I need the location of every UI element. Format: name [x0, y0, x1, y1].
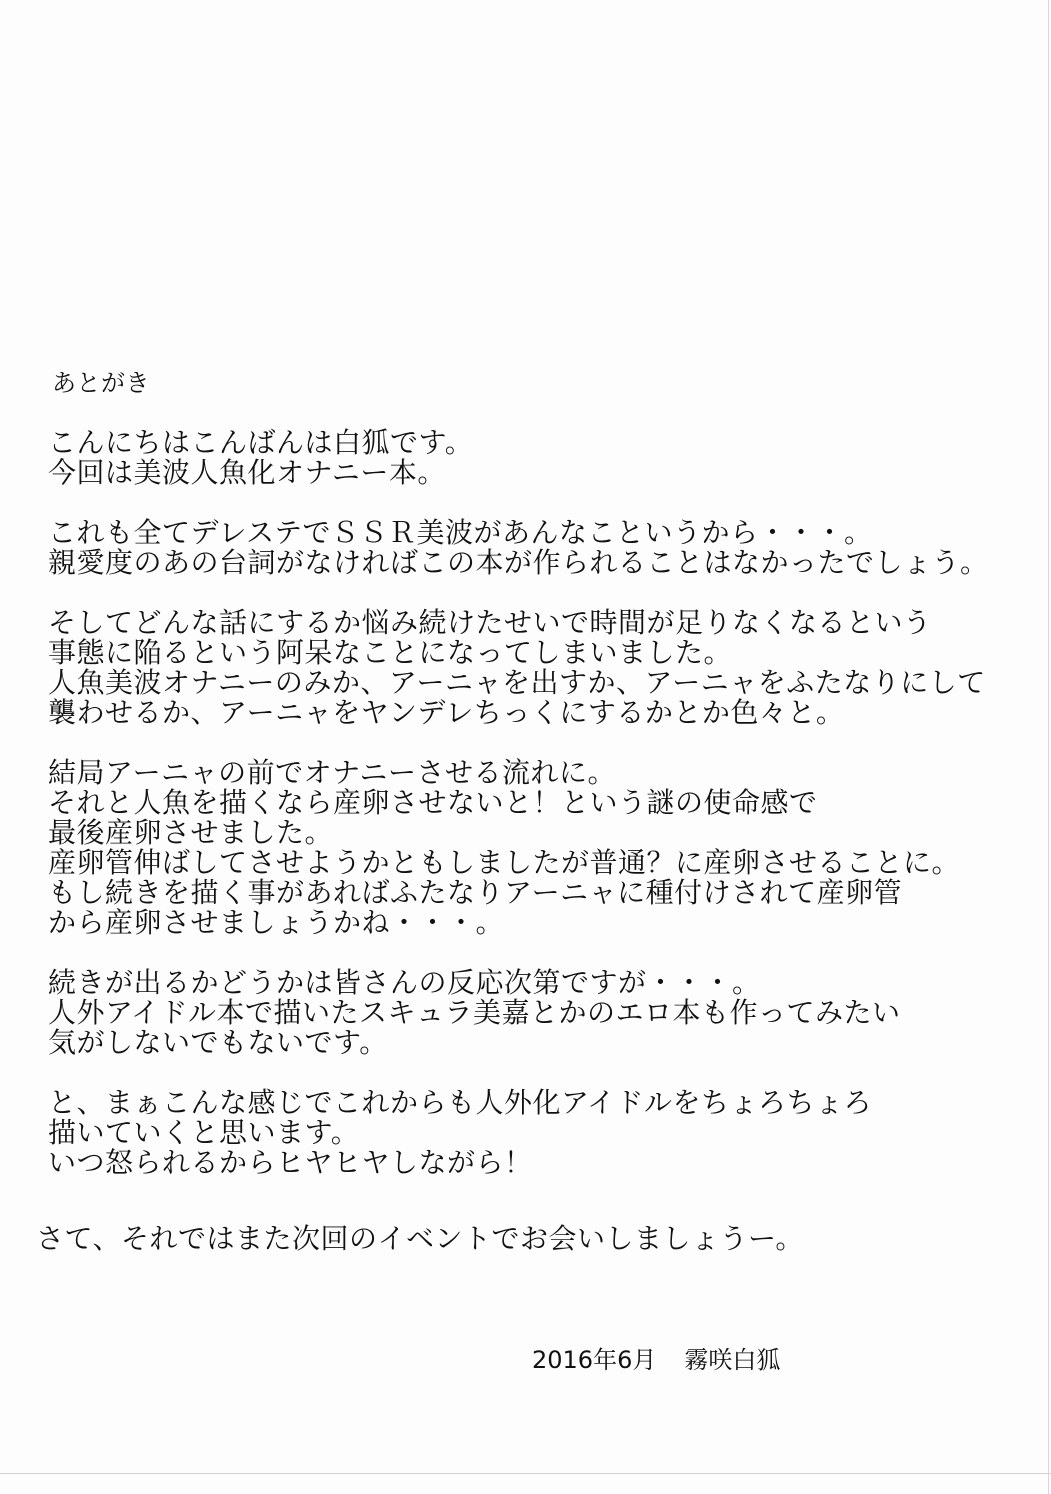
paragraph-6	[48, 1088, 1028, 1178]
afterword-title: あとがき	[52, 369, 150, 397]
afterword-text	[36, 368, 1028, 1255]
text-line: 産卵管伸ばしてさせようかともしましたが普通？に産卵させることに。	[48, 846, 961, 879]
paragraph-5	[48, 968, 1028, 1058]
text-line: から産卵させましょうかね・・・。	[48, 906, 505, 939]
text-line: これも全てデレステでＳＳＲ美波があんなこというから・・・。	[48, 516, 873, 549]
text-line: 人魚美波オナニーのみか、アーニャを出すか、アーニャをふたなりにして	[48, 666, 986, 699]
text-line: 最後産卵させました。	[48, 816, 334, 849]
author-name: 霧咲白狐	[684, 1346, 781, 1374]
page-edge-bottom	[0, 1473, 1051, 1474]
text-line: 結局アーニャの前でオナニーさせる流れに。	[48, 756, 617, 789]
paragraph-3	[48, 608, 1028, 728]
text-line: こんにちはこんばんは白狐です。	[48, 426, 474, 459]
text-line: 人外アイドル本で描いたスキュラ美嘉とかのエロ本も作ってみたい	[48, 996, 901, 1029]
text-line: もし続きを描く事があればふたなりアーニャに種付けされて産卵管	[48, 876, 903, 909]
text-line: 事態に陥るという阿呆なことになってしまいました。	[48, 636, 733, 669]
paragraph-2	[48, 518, 1028, 578]
text-line: そしてどんな話にするか悩み続けたせいで時間が足りなくなるという	[48, 606, 932, 639]
text-line: 気がしないでもないです。	[48, 1026, 388, 1059]
signature	[532, 1340, 780, 1375]
paragraph-1	[48, 428, 1028, 488]
text-line: 親愛度のあの台詞がなければこの本が作られることはなかったでしょう。	[48, 546, 989, 579]
text-line: 今回は美波人魚化オナニー本。	[48, 456, 446, 489]
text-line: と、まぁこんな感じでこれからも人外化アイドルをちょろちょろ	[48, 1086, 872, 1119]
text-line: いつ怒られるからヒヤヒヤしながら！	[48, 1146, 533, 1179]
text-line: 描いていくと思います。	[48, 1116, 360, 1149]
text-line: 続きが出るかどうかは皆さんの反応次第ですが・・・。	[48, 966, 761, 999]
closing-line: さて、それではまた次回のイベントでお会いしましょうー。	[36, 1222, 804, 1255]
paragraph-4	[48, 758, 1028, 938]
page-edge-right	[1048, 0, 1049, 1494]
text-line: 襲わせるか、アーニャをヤンデレちっくにするかとか色々と。	[48, 696, 845, 729]
text-line: それと人魚を描くなら産卵させないと！という謎の使命感で	[48, 786, 818, 819]
date-text: 2016年6月	[532, 1346, 657, 1374]
